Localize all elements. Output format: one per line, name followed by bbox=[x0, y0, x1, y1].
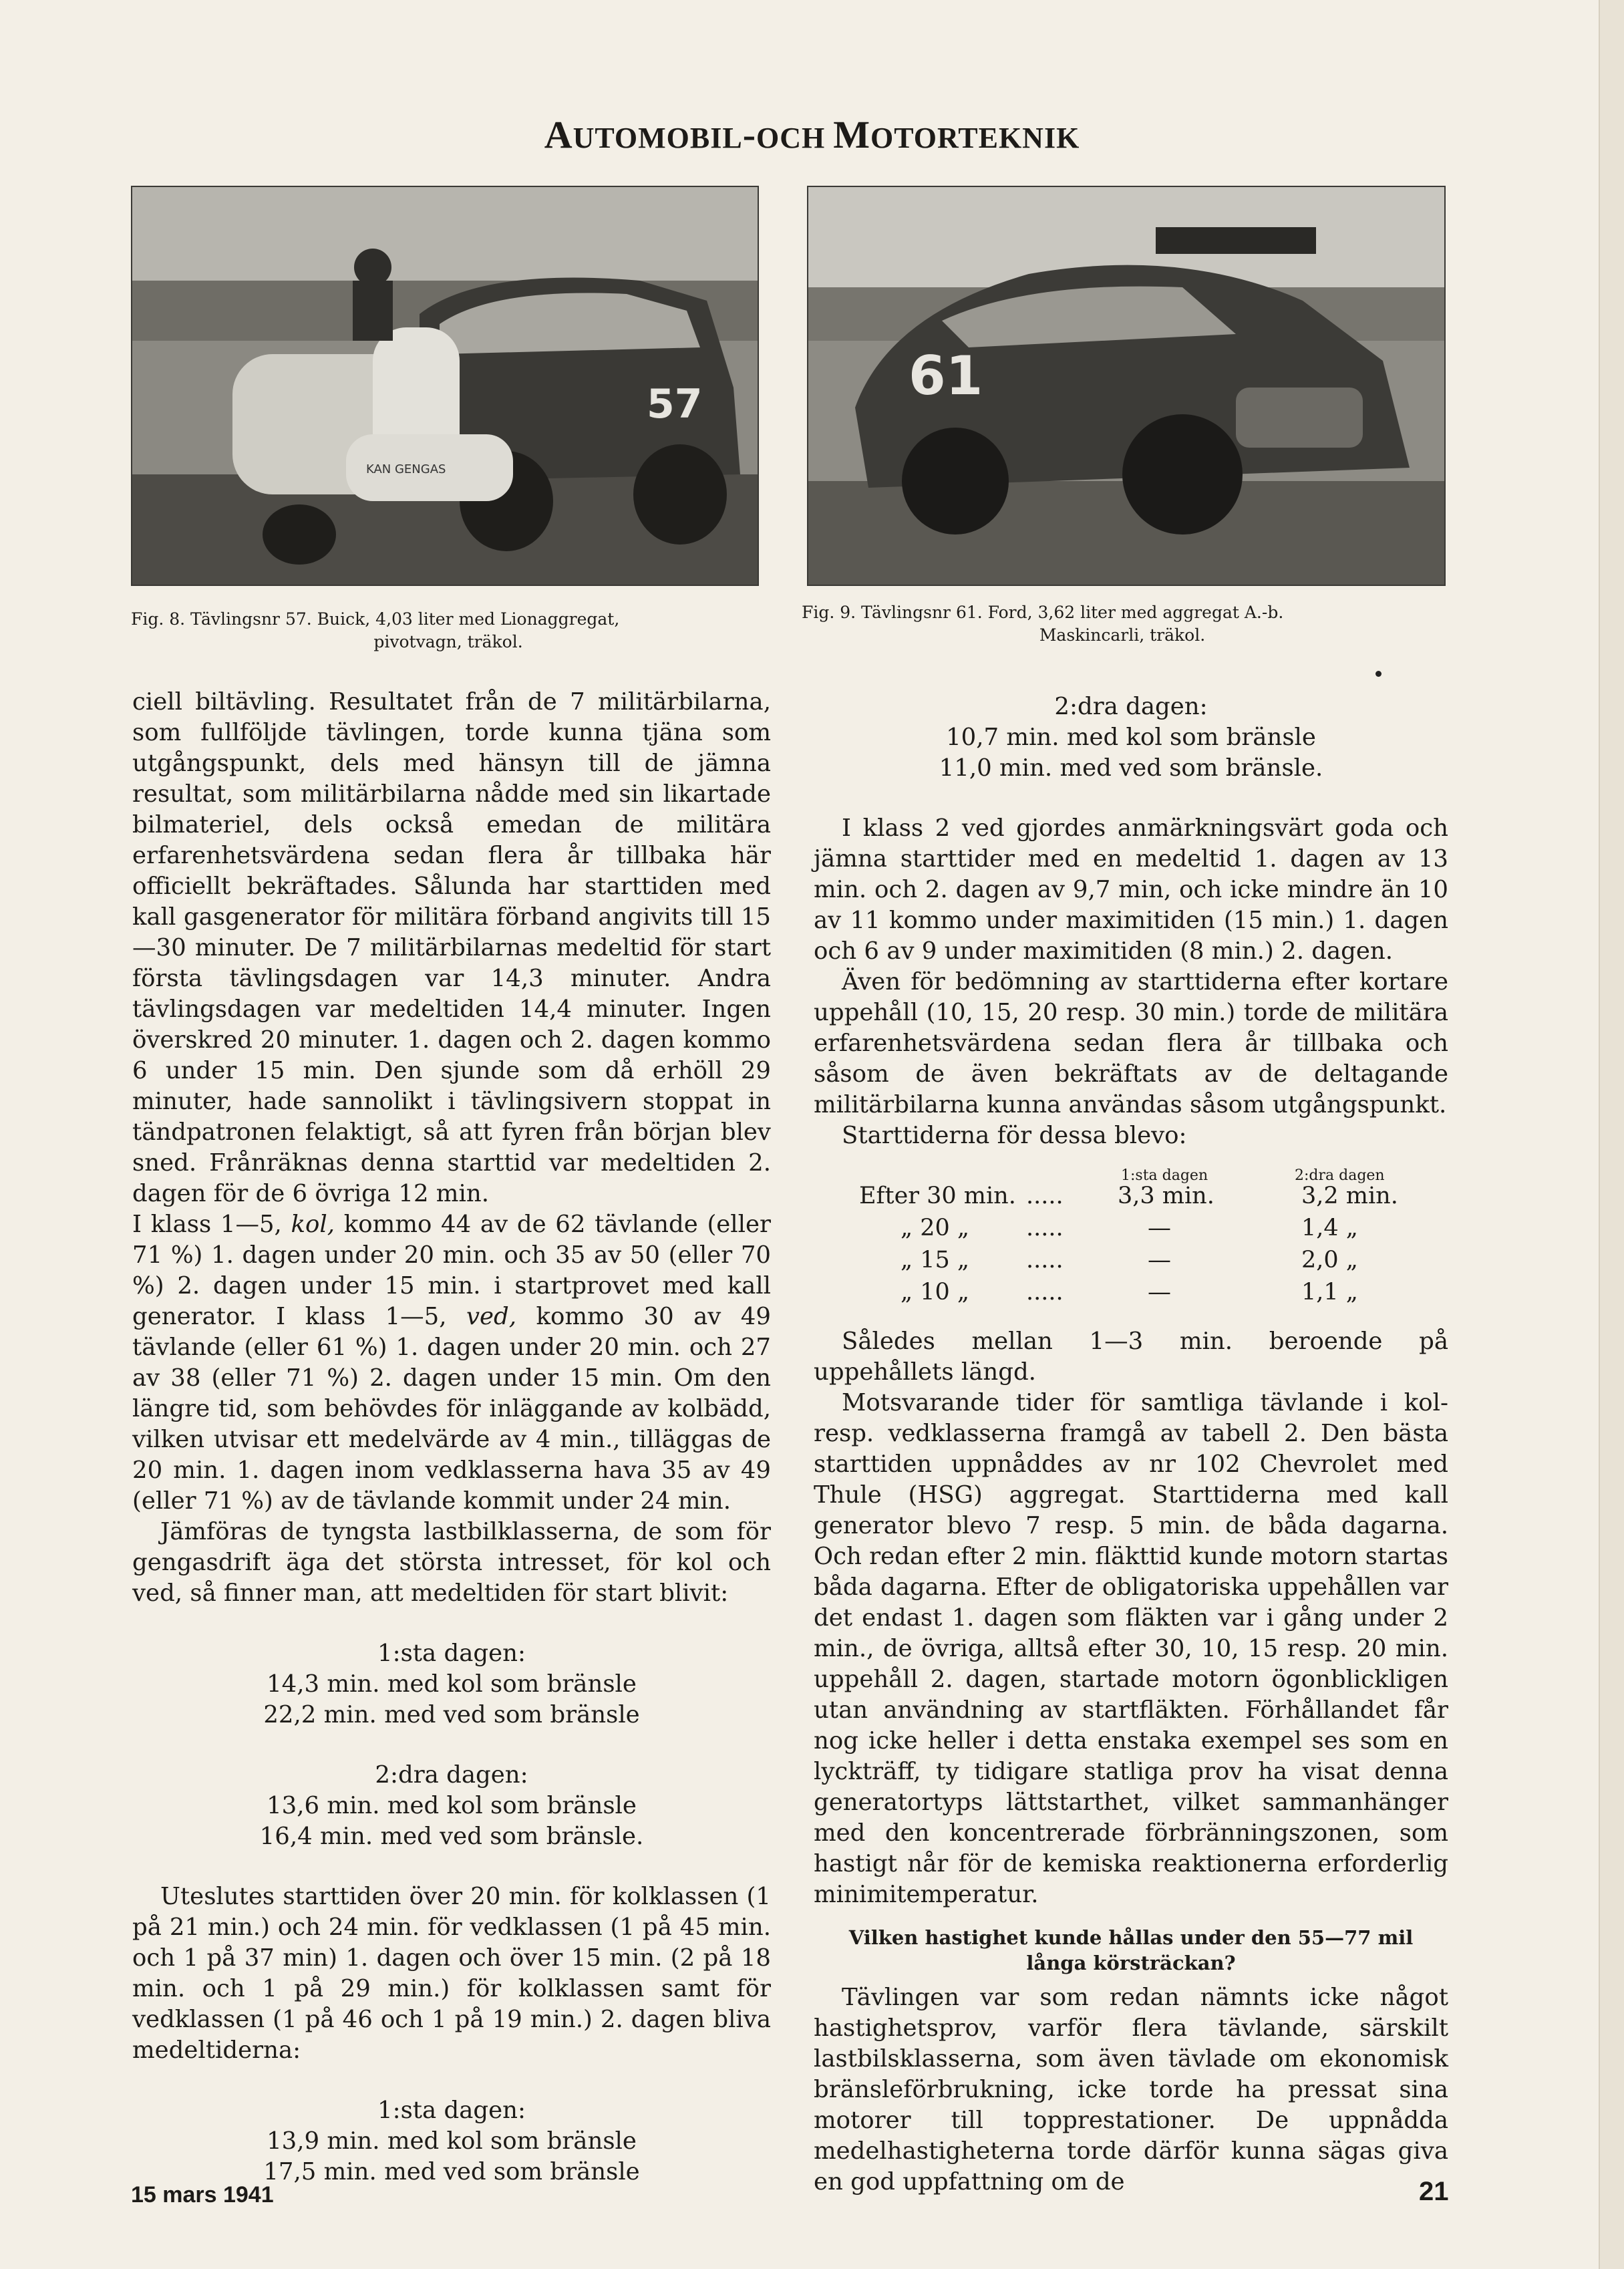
table-header: 2:dra dagen bbox=[1295, 1167, 1385, 1184]
figure-9-caption: Fig. 9. Tävlingsnr 61. Ford, 3,62 liter med aggregat A.-b. Maskincarli, träkol. bbox=[802, 603, 1284, 645]
paragraph: Även för bedömning av starttiderna efter kortare uppehåll (10, 15, 20 resp. 30 min.) torde de militära erfarenhetsvärdena sedan flera år tillbaka och såsom de även bekräftats av de deltagande militärbilarna kunna användas såsom utgångspunkt. bbox=[814, 968, 1448, 1118]
car-number: 61 bbox=[909, 345, 983, 407]
figure-9-photo bbox=[807, 186, 1446, 586]
paragraph: I klass 1—5, kol, kommo 44 av de 62 tävlande (eller 71 %) 1. dagen under 20 min. och 35 av 50 (eller 70 %) 2. dagen under 15 min. i startprovet med kall generator. I klass 1—5, ved, kommo 30 av 49 tävlande (eller 61 %) 1. dagen under 20 min. och 27 av 38 (eller 71 %) 2. dagen under 15 min. Om den längre tid, som behövdes för inläggande av kolbädd, vilken utvisar ett medelvärde av 4 min., tilläggas de 20 min. 1. dagen inom vedklasserna hava 35 av 49 (eller 71 %) av de tävlande kommit under 24 min. bbox=[132, 1211, 771, 1515]
figure-8-caption: Fig. 8. Tävlingsnr 57. Buick, 4,03 liter med Lionaggregat, pivotvagn, träkol. bbox=[131, 609, 620, 651]
table-row: „ 10 „ ..... — 1,1 „ bbox=[901, 1279, 1358, 1306]
paragraph: Således mellan 1—3 min. beroende på uppehållets längd. bbox=[814, 1328, 1448, 1386]
table-row: „ 20 „ ..... — 1,4 „ bbox=[901, 1215, 1358, 1241]
paragraph: Motsvarande tider för samtliga tävlande i kol- resp. vedklasserna framgå av tabell 2. Den bästa starttiden uppnåddes av nr 102 Chevrolet med Thule (HSG) aggregat. Starttiderna med kall generator blevo 7 resp. 5 min. de båda dagarna. Och redan efter 2 min. fläkttid kunde motorn startas båda dagarna. Efter de obligatoriska uppehållen var det endast 1. dagen som fläkten var i gång under 2 min., de övriga, alltså efter 30, 10, 15 resp. 20 min. uppehåll 2. dagen, startade motorn ögonblickligen utan användning av startfläkten. Förhållandet får nog icke heller i detta enstaka exempel ses som en lyckträff, ty tidigare statliga prov ha visat denna generatortyps lättstarthet, vilket sammanhänger med den koncentrerade förbränningszonen, som hastigt når för de kemiska reaktionerna erforderlig minimitemperatur. bbox=[814, 1389, 1448, 1908]
paragraph: Tävlingen var som redan nämnts icke något hastighetsprov, varför flera tävlande, särskilt lastbilsklasserna, som även tävlade om ekonomisk bränsleförbrukning, icke torde ha pressat sina motorer till topprestationer. De uppnådda medelhastigheterna torde därför kunna sägas giva en god uppfattning om de bbox=[814, 1984, 1448, 2196]
paragraph: Jämföras de tyngsta lastbilklasserna, de som för gengasdrift äga det största intresset, för kol och ved, så finner man, att medeltiden för start blivit: bbox=[132, 1518, 771, 1607]
start-times-table bbox=[814, 1166, 1448, 1326]
table-row: „ 15 „ ..... — 2,0 „ bbox=[901, 1247, 1358, 1273]
table-row: Efter 30 min. ..... 3,3 min. 3,2 min. bbox=[859, 1183, 1398, 1209]
right-column: 2:dra dagen: 10,7 min. med kol som bränsle 11,0 min. med ved som bränsle. I klass 2 ved gjordes anmärkningsvärt goda och jämna starttider med en medeltid 1. dagen av 13 min. och 2. dagen av 9,7 min, och icke mindre än 10 av 11 kommo under maximitiden (15 min.) 1. dagen och 6 av 9 under maximitiden (8 min.) 2. dagen. Även för bedömning av starttiderna efter kortare uppehåll (10, 15, 20 resp. 30 min.) torde de militära erfarenhetsvärdena sedan flera år tillbaka och såsom de även bekräftats av de deltagande militärbilarna kunna användas såsom utgångspunkt. Starttiderna för dessa blevo: 1:sta dagen 2:dra dagen Efter 30 min. ..... 3,3 min. 3,2 min. „ 20 „ ..... — 1,4 „ „ 15 „ ..... — 2,0 „ „ 10 „ ..... — 1,1 „ Således mellan 1—3 min. beroende på uppehållets längd. Motsvarande tider för samtliga tävlande i kol- resp. vedklasserna framgå av tabell 2. Den bästa starttiden uppnåddes av nr 102 Chevrolet med Thule (HSG) aggregat. Starttiderna med kall generator blevo 7 resp. 5 min. de båda dagarna. Och redan efter 2 min. fläkttid kunde motorn startas båda dagarna. Efter de obligatoriska uppehållen var det endast 1. dagen som fläkten var i gång under 2 min., de övriga, alltså efter 30, 10, 15 resp. 20 min. uppehåll 2. dagen, startade motorn ögonblickligen utan användning av startfläkten. Förhållandet får nog icke heller i detta enstaka exempel ses som en lyckträff, ty tidigare statliga prov ha visat denna generatortyps lättstarthet, vilket sammanhänger med den koncentrerade förbränningszonen, som hastigt når för de kemiska reaktionerna erforderlig minimitemperatur. Vilken hastighet kunde hållas under den 55—77 mil långa körsträckan? Tävlingen var som redan nämnts icke något hastighetsprov, varför flera tävlande, särskilt lastbilsklasserna, som även tävlade om ekonomisk bränsleförbrukning, icke torde ha pressat sina motorer till topprestationer. De uppnådda medelhastigheterna torde därför kunna sägas giva en god uppfattning om de bbox=[814, 692, 1448, 2198]
tank-lettering: KAN GENGAS bbox=[366, 462, 446, 476]
journal-header: AUTOMOBIL-OCH MOTORTEKNIK bbox=[544, 113, 1080, 156]
section-heading: Vilken hastighet kunde hållas under den 55—77 mil långa körsträckan? bbox=[848, 1926, 1414, 1974]
paragraph: Uteslutes starttiden över 20 min. för kolklassen (1 på 21 min.) och 24 min. för vedklassen (1 på 45 min. och 1 på 37 min) 1. dagen och över 15 min. (2 på 18 min. och 1 på 29 min.) för kolklassen samt för vedklassen (1 på 46 och 1 på 19 min.) 2. dagen bliva medeltiderna: bbox=[132, 1883, 771, 2064]
issue-date: 15 mars 1941 bbox=[131, 2182, 274, 2208]
day-heading: 2:dra dagen: bbox=[375, 1761, 528, 1789]
ink-dot bbox=[1375, 671, 1382, 677]
car-number: 57 bbox=[647, 381, 703, 428]
paragraph: ciell biltävling. Resultatet från de 7 militärbilarna, som fullföljde tävlingen, torde kunna tjäna som utgångspunkt, dels med hänsyn till de jämna resultat, som militärbilarna nådde med sin likartade bilmateriel, dels också emedan de militära erfarenhetsvärdena sedan flera år tillbaka här officiellt bekräftades. Sålunda har starttiden med kall gasgenerator för militära förband angivits till 15—30 minuter. De 7 militärbilarnas medeltid för start första tävlingsdagen var 14,3 minuter. Andra tävlingsdagen var medeltiden 14,4 minuter. Ingen överskred 20 minuter. 1. dagen och 2. dagen kommo 6 under 15 min. Den sjunde som då erhöll 29 minuter, hade sannolikt i tävlingsivern stoppat in tändpatronen felaktigt, så att fyren från början blev sned. Frånräknas denna starttid var medeltiden 2. dagen för de 6 övriga 12 min. bbox=[132, 688, 771, 1207]
table-header: 1:sta dagen bbox=[1121, 1167, 1208, 1184]
paragraph: Starttiderna för dessa blevo: bbox=[842, 1122, 1187, 1149]
day-heading: 2:dra dagen: bbox=[1054, 693, 1208, 720]
day-heading: 1:sta dagen: bbox=[377, 1640, 526, 1667]
paragraph: I klass 2 ved gjordes anmärkningsvärt goda och jämna starttider med en medeltid 1. dagen av 13 min. och 2. dagen av 9,7 min, och icke mindre än 10 av 11 kommo under maximitiden (15 min.) 1. dagen och 6 av 9 under maximitiden (8 min.) 2. dagen. bbox=[814, 814, 1448, 965]
left-column: ciell biltävling. Resultatet från de 7 militärbilarna, som fullföljde tävlingen, torde kunna tjäna som utgångspunkt, dels med hänsyn till de jämna resultat, som militärbilarna nådde med sin likartade bilmateriel, dels också emedan de militära erfarenhetsvärdena sedan flera år tillbaka här officiellt bekräftades. Sålunda har starttiden med kall gasgenerator för militära förband angivits till 15—30 minuter. De 7 militärbilarnas medeltid för start första tävlingsdagen var 14,3 minuter. Andra tävlingsdagen var medeltiden 14,4 minuter. Ingen överskred 20 minuter. 1. dagen och 2. dagen kommo 6 under 15 min. Den sjunde som då erhöll 29 minuter, hade sannolikt i tävlingsivern stoppat in tändpatronen felaktigt, så att fyren från början blev sned. Frånräknas denna starttid var medeltiden 2. dagen för de 6 övriga 12 min. I klass 1—5, kol, kommo 44 av de 62 tävlande (eller 71 %) 1. dagen under 20 min. och 35 av 50 (eller 70 %) 2. dagen under 15 min. i startprovet med kall generator. I klass 1—5, ved, kommo 30 av 49 tävlande (eller 61 %) 1. dagen under 20 min. och 27 av 38 (eller 71 %) 2. dagen under 15 min. Om den längre tid, som behövdes för inläggande av kolbädd, vilken utvisar ett medelvärde av 4 min., tilläggas de 20 min. 1. dagen inom vedklasserna hava 35 av 49 (eller 71 %) av de tävlande kommit under 24 min. Jämföras de tyngsta lastbilklasserna, de som för gengasdrift äga det största intresset, för kol och ved, så finner man, att medeltiden för start blivit: 1:sta dagen: 14,3 min. med kol som bränsle 22,2 min. med ved som bränsle 2:dra dagen: 13,6 min. med kol som bränsle 16,4 min. med ved som bränsle. Uteslutes starttiden över 20 min. för kolklassen (1 på 21 min.) och 24 min. för vedklassen (1 på 45 min. och 1 på 37 min) 1. dagen och över 15 min. (2 på 18 min. och 1 på 29 min.) för kolklassen samt för vedklassen (1 på 46 och 1 på 19 min.) 2. dagen bliva medeltiderna: 1:sta dagen: 13,9 min. med kol som bränsle 17,5 min. med ved som bränsle bbox=[132, 688, 771, 2185]
page-edge bbox=[1599, 0, 1624, 2269]
page-number: 21 bbox=[1419, 2177, 1449, 2206]
figure-8-photo bbox=[131, 186, 759, 586]
day-heading: 1:sta dagen: bbox=[377, 2097, 526, 2124]
